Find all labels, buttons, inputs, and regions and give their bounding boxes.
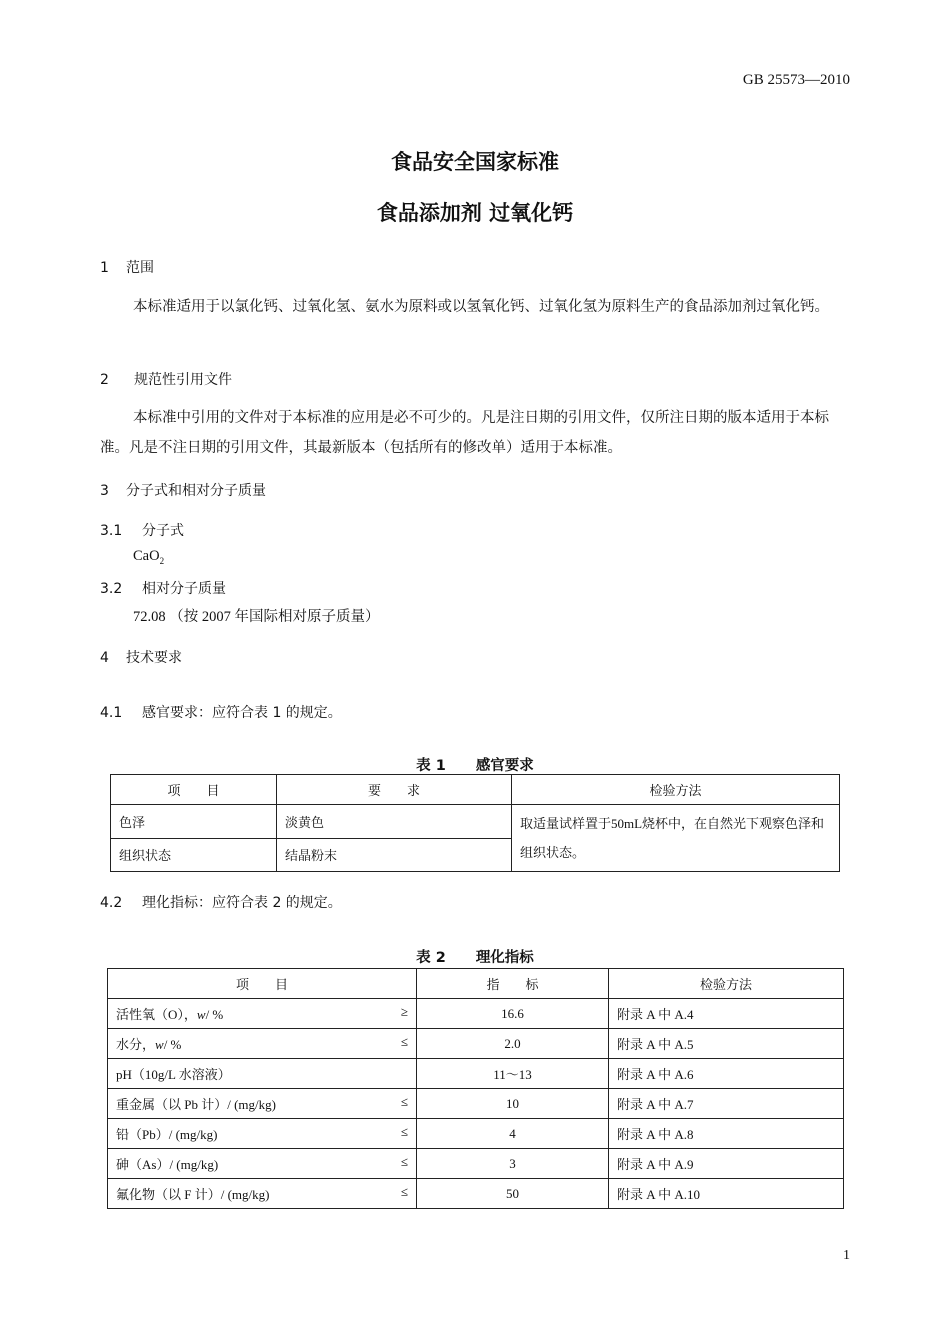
table-row [111, 805, 840, 839]
cell-method: 附录 A 中 A.10 [609, 1179, 844, 1209]
section-number: 3 [100, 483, 109, 499]
standard-number: GB 25573—2010 [742, 72, 850, 88]
cell-method: 附录 A 中 A.4 [609, 999, 844, 1029]
section-3-1-heading [100, 520, 184, 540]
unit-text: / % [163, 1037, 182, 1052]
cell-item: 组织状态 [111, 838, 277, 872]
comparison-symbol: ≤ [400, 1124, 408, 1139]
cell-value: 2.0 [417, 1029, 609, 1059]
table-row [108, 1029, 844, 1059]
section-2-heading [100, 369, 232, 389]
header-requirement: 要 求 [277, 775, 512, 805]
comparison-symbol: ≤ [400, 1184, 408, 1199]
comparison-symbol: ≥ [400, 1004, 408, 1019]
cell-item [108, 999, 417, 1029]
section-4-1-heading [100, 702, 342, 722]
comparison-symbol: ≤ [400, 1094, 408, 1109]
cell-item [108, 1089, 417, 1119]
section-number: 4.2 [100, 895, 123, 911]
cell-value: 16.6 [417, 999, 609, 1029]
header-item: 项 目 [108, 969, 417, 999]
table-row [108, 1179, 844, 1209]
cell-item [108, 1149, 417, 1179]
cell-method: 附录 A 中 A.8 [609, 1119, 844, 1149]
cell-method: 附录 A 中 A.7 [609, 1089, 844, 1119]
table-2-caption [0, 946, 950, 967]
section-number: 2 [100, 372, 109, 388]
cell-value: 11～13 [417, 1059, 609, 1089]
section-title: 感官要求：应符合表 1 的规定。 [142, 705, 342, 721]
header-method: 检验方法 [609, 969, 844, 999]
title-standard-type: 食品安全国家标准 [391, 150, 559, 174]
cell-item [108, 1029, 417, 1059]
cell-item [108, 1119, 417, 1149]
caption-title: 理化指标 [475, 950, 534, 966]
caption-title: 感官要求 [475, 758, 534, 774]
item-label: 重金属（以 Pb 计）/ (mg/kg) [116, 1097, 276, 1112]
cell-item: 色泽 [111, 805, 277, 839]
header-value: 指 标 [417, 969, 609, 999]
formula-main: CaO [133, 548, 160, 564]
table-row [108, 999, 844, 1029]
item-label: 砷（As）/ (mg/kg) [116, 1157, 219, 1172]
table-header-row [111, 775, 840, 805]
item-label: 氟化物（以 F 计）/ (mg/kg) [116, 1187, 270, 1202]
section-title: 分子式和相对分子质量 [126, 483, 266, 499]
section-3-2-heading [100, 578, 226, 598]
cell-item [108, 1179, 417, 1209]
caption-number: 表 2 [416, 950, 446, 966]
section-3-heading [100, 480, 266, 500]
table-1-caption [0, 754, 950, 775]
cell-requirement: 淡黄色 [277, 805, 512, 839]
sensory-requirements-table [110, 774, 840, 872]
table-row [108, 1119, 844, 1149]
comparison-symbol: ≤ [400, 1154, 408, 1169]
caption-number: 表 1 [416, 758, 446, 774]
table-header-row [108, 969, 844, 999]
section-title: 分子式 [142, 523, 184, 539]
cell-method: 附录 A 中 A.9 [609, 1149, 844, 1179]
item-label: pH（10g/L 水溶液） [116, 1067, 231, 1082]
table-row [108, 1149, 844, 1179]
cell-value: 4 [417, 1119, 609, 1149]
section-4-2-heading [100, 892, 342, 912]
physicochemical-indicators-table [107, 968, 844, 1209]
unit-text: / % [205, 1007, 224, 1022]
section-title: 相对分子质量 [142, 581, 226, 597]
section-title: 理化指标：应符合表 2 的规定。 [142, 895, 342, 911]
item-label: 活性氧（O）， [116, 1007, 197, 1022]
cell-method: 取适量试样置于50mL烧杯中，在自然光下观察色泽和组织状态。 [512, 805, 840, 872]
section-title: 技术要求 [126, 650, 182, 666]
cell-item [108, 1059, 417, 1089]
section-1-heading [100, 257, 154, 277]
item-label: 铅（Pb）/ (mg/kg) [116, 1127, 218, 1142]
section-1-text: 本标准适用于以氯化钙、过氧化氢、氨水为原料或以氢氧化钙、过氧化氢为原料生产的食品添加剂过氧化钙。 [133, 299, 829, 315]
item-label: 水分， [116, 1037, 156, 1052]
cell-method: 附录 A 中 A.6 [609, 1059, 844, 1089]
comparison-symbol: ≤ [400, 1034, 408, 1049]
header-item: 项 目 [111, 775, 277, 805]
section-number: 1 [100, 260, 109, 276]
section-title: 规范性引用文件 [134, 372, 232, 388]
section-number: 3.2 [100, 581, 123, 597]
title-document: 食品添加剂 过氧化钙 [376, 201, 574, 225]
molecular-formula [133, 548, 164, 566]
molecular-mass: 72.08 （按 2007 年国际相对原子质量） [133, 609, 380, 625]
page-number: 1 [843, 1248, 850, 1263]
formula-subscript: 2 [159, 555, 165, 566]
section-number: 4 [100, 650, 109, 666]
section-4-heading [100, 647, 182, 667]
section-2-text: 本标准中引用的文件对于本标准的应用是必不可少的。凡是注日期的引用文件，仅所注日期的版本适用于本标准。凡是不注日期的引用文件，其最新版本（包括所有的修改单）适用于本标准。 [100, 410, 829, 456]
cell-value: 3 [417, 1149, 609, 1179]
cell-method: 附录 A 中 A.5 [609, 1029, 844, 1059]
section-number: 3.1 [100, 523, 123, 539]
section-title: 范围 [126, 260, 154, 276]
table-row [108, 1089, 844, 1119]
cell-value: 10 [417, 1089, 609, 1119]
header-method: 检验方法 [512, 775, 840, 805]
cell-requirement: 结晶粉末 [277, 838, 512, 872]
section-number: 4.1 [100, 705, 123, 721]
cell-value: 50 [417, 1179, 609, 1209]
unit-symbol: w [155, 1037, 164, 1052]
table-row [108, 1059, 844, 1089]
unit-symbol: w [196, 1007, 206, 1022]
